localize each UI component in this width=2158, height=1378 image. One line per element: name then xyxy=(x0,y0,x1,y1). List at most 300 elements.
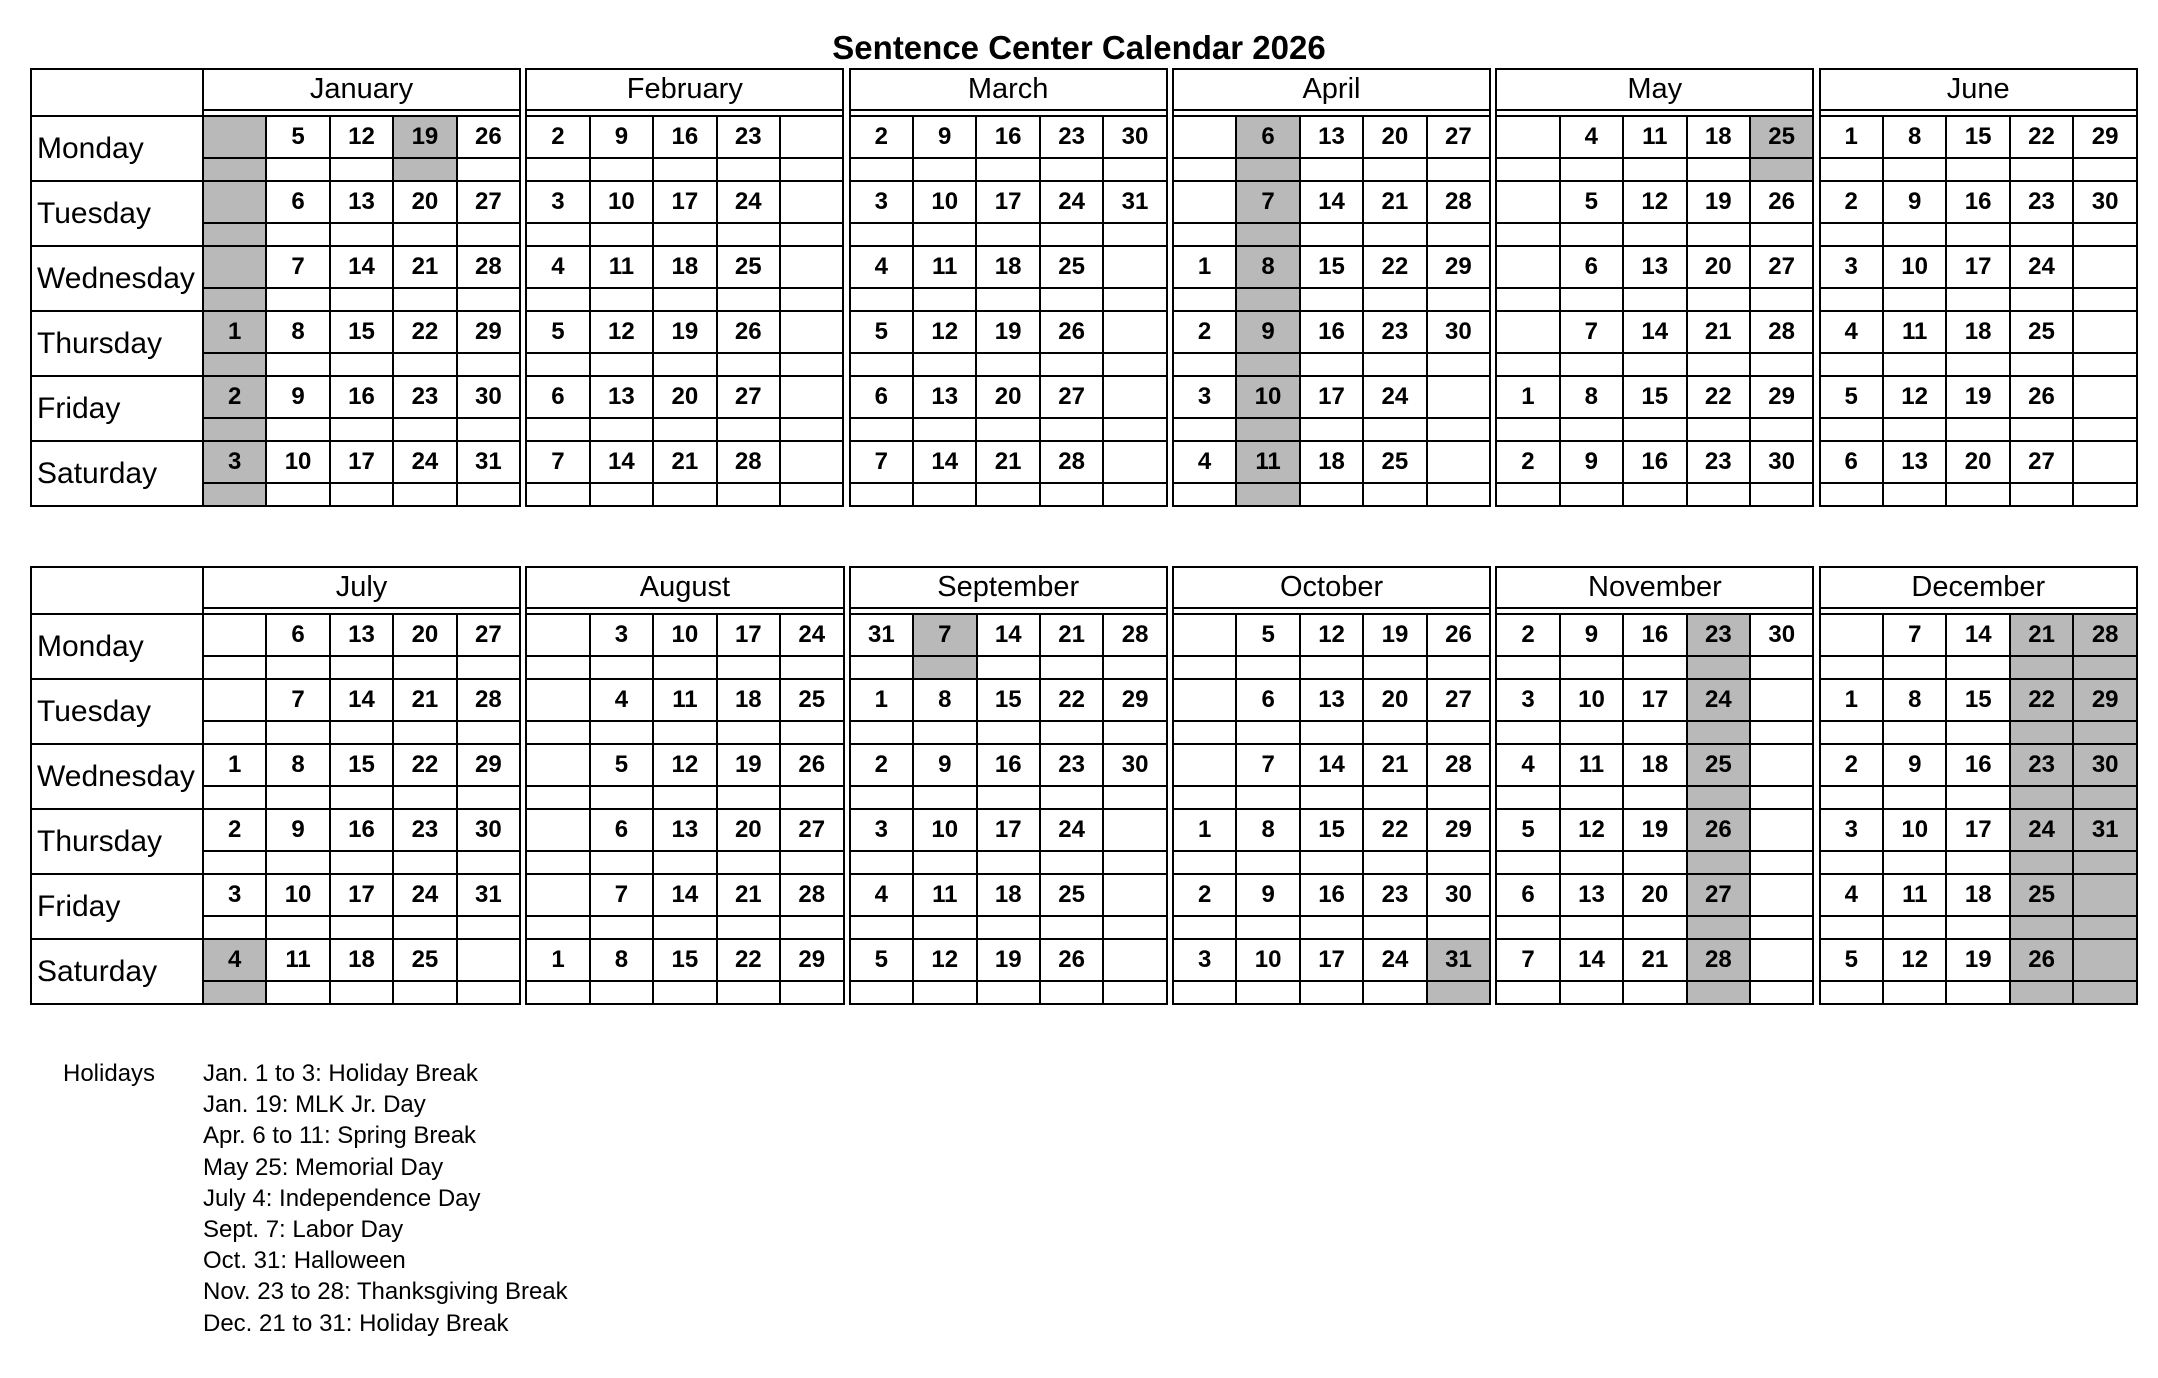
date-cell: 1 xyxy=(1820,116,1883,158)
date-cell: 16 xyxy=(1946,744,2009,786)
date-subcell xyxy=(457,851,521,874)
date-cell: 7 xyxy=(1560,311,1623,353)
date-cell: 7 xyxy=(1236,744,1299,786)
date-subcell xyxy=(1883,483,1946,506)
date-cell: 19 xyxy=(717,744,780,786)
date-subcell xyxy=(1300,851,1363,874)
date-cell: 9 xyxy=(1236,874,1299,916)
date-cell: 2 xyxy=(1173,311,1236,353)
date-cell xyxy=(1496,311,1559,353)
date-subcell xyxy=(1496,786,1559,809)
date-cell: 9 xyxy=(913,744,976,786)
date-cell: 10 xyxy=(1236,939,1299,981)
date-subcell xyxy=(1236,786,1299,809)
date-cell: 16 xyxy=(653,116,716,158)
date-cell xyxy=(2073,376,2137,418)
date-cell: 6 xyxy=(850,376,913,418)
date-cell: 10 xyxy=(266,874,329,916)
date-cell: 5 xyxy=(1560,181,1623,223)
date-subcell xyxy=(1883,786,1946,809)
date-subcell xyxy=(203,851,266,874)
date-subcell xyxy=(457,353,520,376)
date-subcell xyxy=(850,786,913,809)
holiday-date-cell: 4 xyxy=(203,939,266,981)
date-cell: 8 xyxy=(1883,116,1946,158)
date-subcell xyxy=(1946,851,2009,874)
date-subcell xyxy=(1946,223,2009,246)
date-subcell xyxy=(717,418,780,441)
date-subcell xyxy=(266,721,329,744)
date-subcell xyxy=(1560,981,1623,1004)
date-cell: 23 xyxy=(1363,874,1426,916)
date-subcell xyxy=(1820,158,1883,181)
month-name: November xyxy=(1496,567,1813,608)
holiday-date-subcell xyxy=(1687,981,1750,1004)
holiday-date-subcell xyxy=(1236,158,1299,181)
date-subcell xyxy=(330,418,393,441)
holiday-date-cell: 27 xyxy=(1687,874,1750,916)
date-cell: 4 xyxy=(526,246,589,288)
date-subcell xyxy=(2010,418,2073,441)
date-subcell xyxy=(1750,223,1813,246)
date-subcell xyxy=(717,288,780,311)
weekday-label: Saturday xyxy=(31,441,203,506)
date-subcell xyxy=(1496,353,1559,376)
date-cell: 4 xyxy=(850,246,913,288)
date-cell xyxy=(526,744,589,786)
date-subcell xyxy=(850,418,913,441)
date-cell: 23 xyxy=(393,809,456,851)
date-subcell xyxy=(1883,223,1946,246)
date-cell: 2 xyxy=(203,809,266,851)
date-cell: 29 xyxy=(780,939,843,981)
date-cell: 6 xyxy=(1496,874,1559,916)
date-subcell xyxy=(2010,158,2073,181)
holiday-date-subcell xyxy=(1236,353,1299,376)
date-subcell xyxy=(653,851,716,874)
date-subcell xyxy=(457,721,521,744)
date-subcell xyxy=(717,981,780,1004)
weekday-label: Friday xyxy=(31,376,203,441)
date-cell: 17 xyxy=(330,874,393,916)
date-cell: 6 xyxy=(266,614,329,656)
date-cell: 5 xyxy=(1820,376,1883,418)
holiday-date-subcell xyxy=(2010,851,2073,874)
date-cell: 25 xyxy=(1040,874,1103,916)
date-subcell xyxy=(1883,981,1946,1004)
date-cell: 2 xyxy=(850,744,913,786)
holiday-date-cell: 29 xyxy=(2073,679,2137,721)
date-subcell xyxy=(526,786,589,809)
holiday-date-cell: 28 xyxy=(1687,939,1750,981)
holiday-date-cell: 24 xyxy=(2010,809,2073,851)
date-cell: 6 xyxy=(1820,441,1883,483)
date-subcell xyxy=(977,981,1040,1004)
date-subcell xyxy=(1427,916,1490,939)
date-cell: 18 xyxy=(976,246,1039,288)
date-subcell xyxy=(976,288,1039,311)
date-subcell xyxy=(1300,656,1363,679)
date-cell: 11 xyxy=(653,679,716,721)
date-cell: 20 xyxy=(1363,679,1426,721)
date-cell: 2 xyxy=(526,116,589,158)
date-subcell xyxy=(1946,981,2009,1004)
date-subcell xyxy=(1300,483,1363,506)
date-cell: 30 xyxy=(457,376,520,418)
date-subcell xyxy=(526,916,589,939)
date-subcell xyxy=(1300,288,1363,311)
date-cell: 28 xyxy=(717,441,780,483)
date-subcell xyxy=(1427,418,1490,441)
date-subcell xyxy=(1883,353,1946,376)
date-subcell xyxy=(1427,786,1490,809)
date-cell: 29 xyxy=(1750,376,1813,418)
date-subcell xyxy=(1623,916,1686,939)
date-subcell xyxy=(913,158,976,181)
date-cell xyxy=(780,246,843,288)
holiday-date-cell xyxy=(203,116,266,158)
date-subcell xyxy=(1623,353,1686,376)
date-cell: 16 xyxy=(1946,181,2009,223)
date-subcell xyxy=(1173,353,1236,376)
date-cell: 27 xyxy=(2010,441,2073,483)
date-cell: 29 xyxy=(457,744,521,786)
date-subcell xyxy=(1040,786,1103,809)
holiday-date-cell xyxy=(203,181,266,223)
date-subcell xyxy=(266,981,329,1004)
date-subcell xyxy=(1623,418,1686,441)
date-cell: 24 xyxy=(1363,939,1426,981)
holiday-date-cell: 8 xyxy=(1236,246,1299,288)
date-subcell xyxy=(1103,483,1166,506)
date-cell: 21 xyxy=(717,874,780,916)
date-subcell xyxy=(1820,418,1883,441)
date-cell: 28 xyxy=(1750,311,1813,353)
date-subcell xyxy=(330,981,393,1004)
date-subcell xyxy=(717,786,780,809)
date-subcell xyxy=(653,786,716,809)
date-cell: 10 xyxy=(1883,809,1946,851)
date-cell: 14 xyxy=(913,441,976,483)
holiday-date-cell: 1 xyxy=(203,311,266,353)
date-cell: 20 xyxy=(1946,441,2009,483)
date-cell: 26 xyxy=(1040,311,1103,353)
date-subcell xyxy=(1103,223,1166,246)
date-cell: 1 xyxy=(1173,246,1236,288)
holiday-date-subcell xyxy=(1750,158,1813,181)
date-cell xyxy=(526,679,589,721)
date-subcell xyxy=(653,223,716,246)
date-subcell xyxy=(1236,656,1299,679)
date-cell: 26 xyxy=(2010,376,2073,418)
date-cell: 9 xyxy=(1560,614,1623,656)
date-subcell xyxy=(1236,916,1299,939)
date-cell: 15 xyxy=(330,744,393,786)
date-cell xyxy=(1173,679,1236,721)
date-cell: 11 xyxy=(913,874,976,916)
date-cell: 24 xyxy=(393,441,456,483)
date-subcell xyxy=(1040,656,1103,679)
date-subcell xyxy=(1820,851,1883,874)
date-subcell xyxy=(266,916,329,939)
date-cell: 28 xyxy=(1040,441,1103,483)
date-cell: 17 xyxy=(977,809,1040,851)
date-cell: 24 xyxy=(393,874,456,916)
date-cell xyxy=(1103,809,1166,851)
date-cell xyxy=(780,441,843,483)
date-cell: 19 xyxy=(977,939,1040,981)
date-cell xyxy=(1103,874,1166,916)
date-cell xyxy=(203,679,266,721)
date-cell: 29 xyxy=(1427,246,1490,288)
date-subcell xyxy=(1820,786,1883,809)
date-subcell xyxy=(1236,851,1299,874)
date-subcell xyxy=(1750,418,1813,441)
date-cell: 30 xyxy=(457,809,521,851)
date-subcell xyxy=(1363,721,1426,744)
date-cell: 10 xyxy=(266,441,329,483)
date-subcell xyxy=(1173,786,1236,809)
date-cell: 27 xyxy=(457,614,521,656)
date-subcell xyxy=(330,916,393,939)
holiday-date-cell: 11 xyxy=(1236,441,1299,483)
date-subcell xyxy=(203,721,266,744)
date-cell xyxy=(1750,809,1813,851)
date-subcell xyxy=(1820,483,1883,506)
date-cell: 11 xyxy=(1883,311,1946,353)
date-cell: 21 xyxy=(1363,181,1426,223)
holiday-date-cell: 30 xyxy=(2073,744,2137,786)
date-cell: 1 xyxy=(203,744,266,786)
date-cell: 3 xyxy=(1820,809,1883,851)
date-subcell xyxy=(1820,288,1883,311)
date-cell xyxy=(1496,181,1559,223)
date-subcell xyxy=(780,223,843,246)
holiday-date-cell: 19 xyxy=(393,116,456,158)
date-cell: 21 xyxy=(393,679,456,721)
date-cell: 22 xyxy=(1040,679,1103,721)
date-cell: 10 xyxy=(1883,246,1946,288)
date-subcell xyxy=(1103,981,1166,1004)
legend-item: May 25: Memorial Day xyxy=(203,1153,444,1181)
date-cell: 12 xyxy=(1560,809,1623,851)
date-cell: 13 xyxy=(1300,679,1363,721)
date-cell: 18 xyxy=(1946,311,2009,353)
date-cell: 14 xyxy=(1946,614,2009,656)
date-cell: 4 xyxy=(1820,311,1883,353)
date-cell: 27 xyxy=(1040,376,1103,418)
date-subcell xyxy=(1173,223,1236,246)
date-cell: 21 xyxy=(393,246,456,288)
date-subcell xyxy=(1946,418,2009,441)
date-cell: 13 xyxy=(653,809,716,851)
date-cell: 30 xyxy=(1750,441,1813,483)
month-name: July xyxy=(203,567,520,608)
date-cell: 26 xyxy=(1750,181,1813,223)
date-subcell xyxy=(1236,721,1299,744)
date-subcell xyxy=(717,483,780,506)
date-cell: 7 xyxy=(266,679,329,721)
date-subcell xyxy=(1363,353,1426,376)
holiday-date-subcell xyxy=(2010,981,2073,1004)
holiday-date-subcell xyxy=(1687,851,1750,874)
date-subcell xyxy=(1040,353,1103,376)
date-subcell xyxy=(266,656,329,679)
date-cell: 10 xyxy=(1560,679,1623,721)
date-cell: 25 xyxy=(393,939,456,981)
date-subcell xyxy=(977,786,1040,809)
date-cell: 13 xyxy=(330,614,393,656)
date-cell: 16 xyxy=(1300,874,1363,916)
date-subcell xyxy=(457,981,521,1004)
holiday-date-subcell xyxy=(2073,981,2137,1004)
date-cell: 21 xyxy=(1363,744,1426,786)
date-cell: 28 xyxy=(457,246,520,288)
date-subcell xyxy=(266,418,329,441)
date-cell: 7 xyxy=(266,246,329,288)
date-subcell xyxy=(2010,353,2073,376)
date-cell: 10 xyxy=(913,809,976,851)
legend-item: Dec. 21 to 31: Holiday Break xyxy=(203,1309,509,1337)
date-cell: 25 xyxy=(2010,311,2073,353)
date-subcell xyxy=(2073,158,2137,181)
date-subcell xyxy=(1300,786,1363,809)
date-cell: 13 xyxy=(590,376,653,418)
date-subcell xyxy=(653,721,716,744)
date-subcell xyxy=(850,721,913,744)
date-subcell xyxy=(1040,223,1103,246)
date-cell xyxy=(1103,939,1166,981)
date-subcell xyxy=(1946,656,2009,679)
date-cell: 11 xyxy=(1883,874,1946,916)
date-subcell xyxy=(526,981,589,1004)
date-subcell xyxy=(913,418,976,441)
date-subcell xyxy=(1560,721,1623,744)
date-cell: 21 xyxy=(653,441,716,483)
date-subcell xyxy=(330,786,393,809)
date-subcell xyxy=(203,656,266,679)
date-subcell xyxy=(457,418,520,441)
date-cell: 13 xyxy=(1300,116,1363,158)
date-cell: 15 xyxy=(1300,809,1363,851)
date-subcell xyxy=(780,288,843,311)
holiday-date-subcell xyxy=(1236,418,1299,441)
holiday-date-subcell xyxy=(1687,916,1750,939)
date-subcell xyxy=(1946,721,2009,744)
date-cell: 1 xyxy=(1496,376,1559,418)
date-subcell xyxy=(393,786,456,809)
date-cell: 15 xyxy=(330,311,393,353)
calendar-block-jan-jun xyxy=(30,68,2138,507)
date-subcell xyxy=(457,483,520,506)
date-cell: 8 xyxy=(1236,809,1299,851)
date-subcell xyxy=(526,721,589,744)
date-subcell xyxy=(1750,916,1813,939)
date-cell: 30 xyxy=(2073,181,2137,223)
date-subcell xyxy=(330,721,393,744)
holiday-date-cell: 24 xyxy=(1687,679,1750,721)
date-subcell xyxy=(266,353,329,376)
date-subcell xyxy=(780,483,843,506)
date-subcell xyxy=(1040,916,1103,939)
date-cell: 20 xyxy=(393,181,456,223)
date-subcell xyxy=(850,851,913,874)
date-cell: 2 xyxy=(1173,874,1236,916)
date-subcell xyxy=(850,981,913,1004)
date-cell: 27 xyxy=(717,376,780,418)
date-subcell xyxy=(590,916,653,939)
holiday-date-subcell xyxy=(1236,223,1299,246)
date-subcell xyxy=(913,223,976,246)
calendar-block-jul-dec xyxy=(30,566,2138,1005)
date-subcell xyxy=(1687,158,1750,181)
date-cell: 4 xyxy=(590,679,653,721)
date-cell: 3 xyxy=(850,809,913,851)
date-cell: 18 xyxy=(977,874,1040,916)
date-subcell xyxy=(1560,656,1623,679)
date-cell: 20 xyxy=(1687,246,1750,288)
date-subcell xyxy=(1427,851,1490,874)
date-subcell xyxy=(393,288,456,311)
holiday-date-subcell xyxy=(1236,288,1299,311)
date-subcell xyxy=(2010,483,2073,506)
date-cell: 17 xyxy=(976,181,1039,223)
date-subcell xyxy=(1883,418,1946,441)
date-subcell xyxy=(780,851,843,874)
date-subcell xyxy=(2073,483,2137,506)
date-subcell xyxy=(1300,916,1363,939)
date-subcell xyxy=(457,916,521,939)
date-cell: 3 xyxy=(1496,679,1559,721)
date-subcell xyxy=(850,353,913,376)
date-cell: 5 xyxy=(526,311,589,353)
date-cell: 5 xyxy=(850,939,913,981)
date-cell: 31 xyxy=(850,614,913,656)
date-cell: 23 xyxy=(1363,311,1426,353)
date-cell: 3 xyxy=(203,874,266,916)
holiday-date-subcell xyxy=(203,353,266,376)
date-cell: 14 xyxy=(1623,311,1686,353)
date-cell: 17 xyxy=(1300,376,1363,418)
date-cell xyxy=(526,614,589,656)
date-subcell xyxy=(1946,483,2009,506)
date-cell: 9 xyxy=(1560,441,1623,483)
date-cell: 1 xyxy=(1173,809,1236,851)
date-subcell xyxy=(1820,353,1883,376)
date-subcell xyxy=(1363,483,1426,506)
date-cell: 18 xyxy=(653,246,716,288)
date-cell: 12 xyxy=(330,116,393,158)
date-subcell xyxy=(266,288,329,311)
date-subcell xyxy=(1427,223,1490,246)
holiday-date-cell: 26 xyxy=(2010,939,2073,981)
date-cell: 24 xyxy=(2010,246,2073,288)
date-subcell xyxy=(653,483,716,506)
date-subcell xyxy=(1946,786,2009,809)
date-subcell xyxy=(1623,158,1686,181)
date-cell: 12 xyxy=(653,744,716,786)
holiday-date-cell: 31 xyxy=(1427,939,1490,981)
date-cell: 15 xyxy=(977,679,1040,721)
date-subcell xyxy=(780,916,843,939)
date-subcell xyxy=(1560,288,1623,311)
date-cell: 11 xyxy=(590,246,653,288)
date-cell: 20 xyxy=(1363,116,1426,158)
page-title: Sentence Center Calendar 2026 xyxy=(832,29,1326,66)
date-cell: 5 xyxy=(1236,614,1299,656)
date-cell: 3 xyxy=(590,614,653,656)
date-subcell xyxy=(780,158,843,181)
